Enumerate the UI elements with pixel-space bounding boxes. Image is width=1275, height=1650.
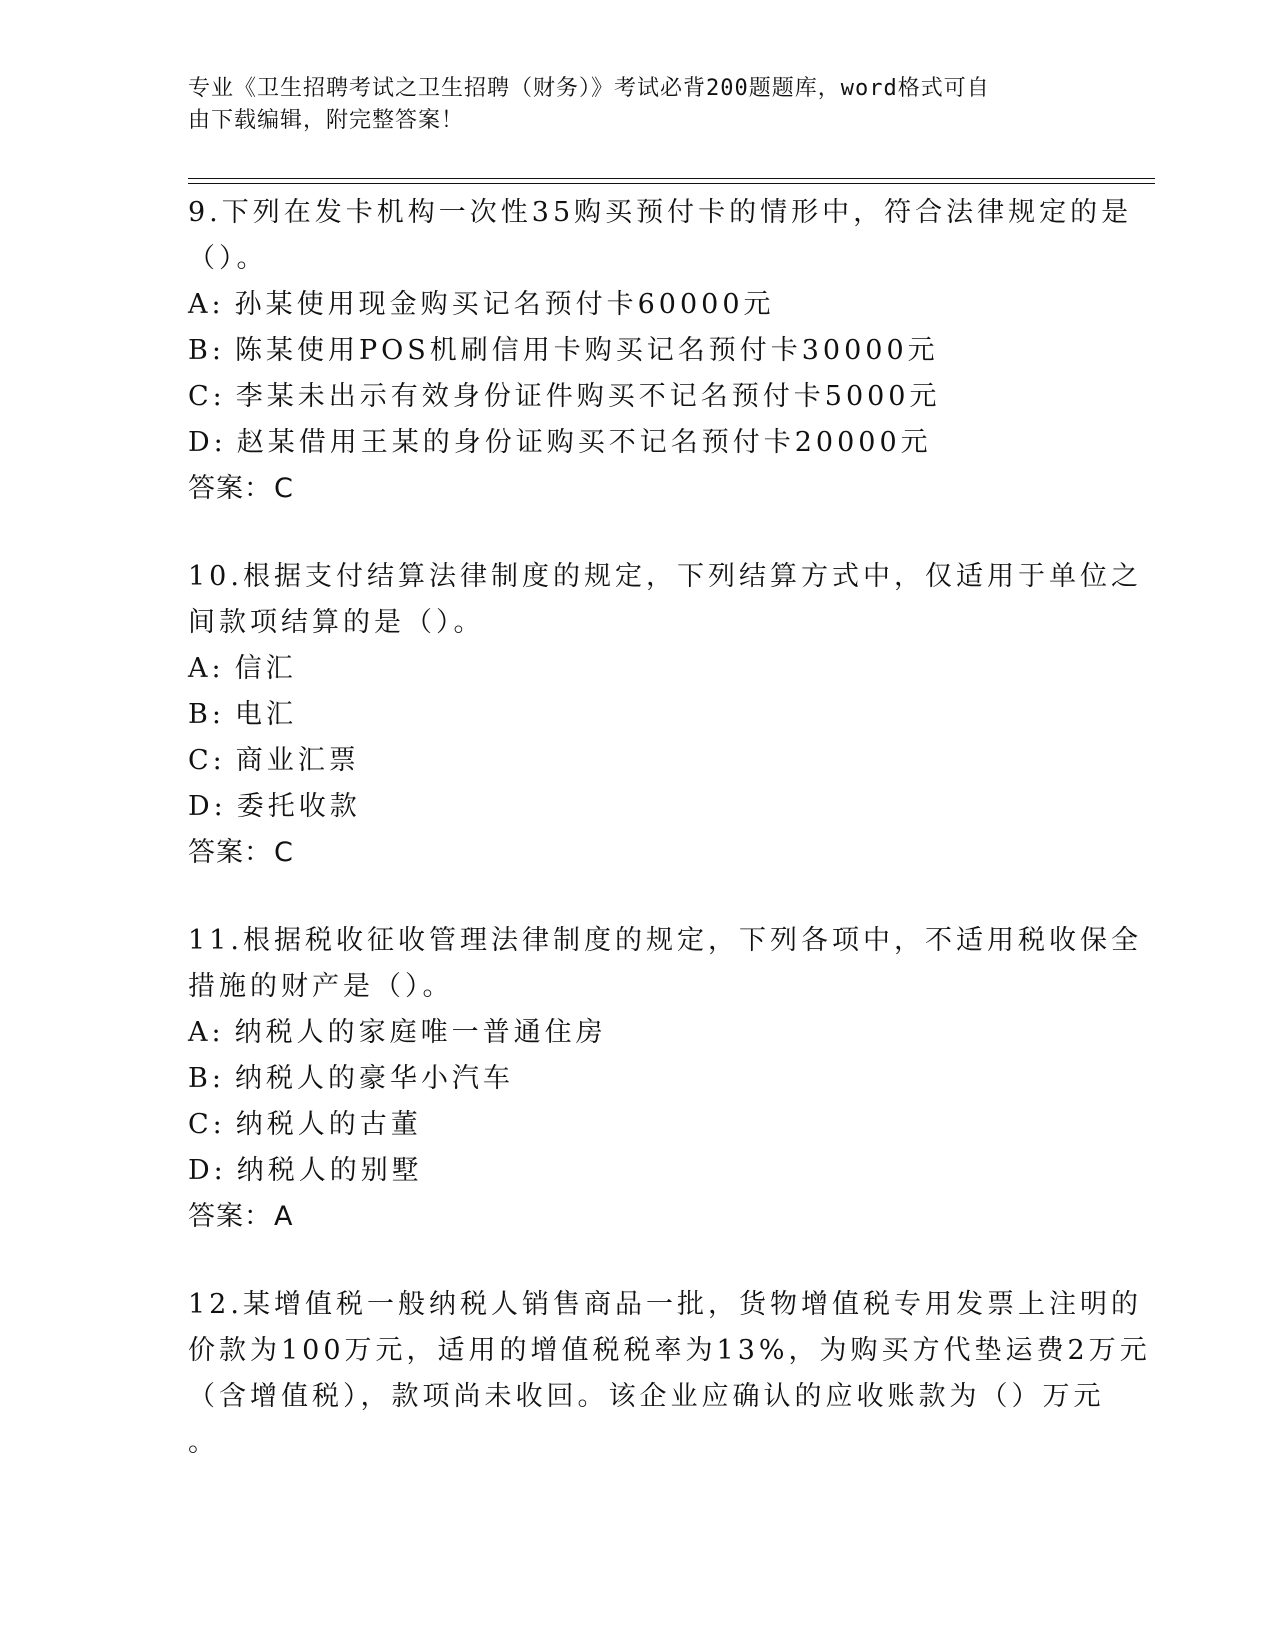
question-stem-line: 。 xyxy=(188,1427,219,1458)
header-title-line-2: 由下载编辑，附完整答案！ xyxy=(188,108,465,133)
answer-label: 答案： xyxy=(188,473,272,504)
question-10-option-c xyxy=(188,738,1088,784)
question-stem-line: （含增值税），款项尚未收回。该企业应确认的应收账款为（）万元 xyxy=(188,1381,1105,1412)
question-stem-line: 价款为100万元，适用的增值税税率为13%，为购买方代垫运费2万元 xyxy=(188,1335,1151,1366)
header-divider-bottom xyxy=(188,183,1155,184)
option-text: 电汇 xyxy=(234,699,297,730)
answer-label: 答案： xyxy=(188,1201,272,1232)
option-text: 陈某使用POS机刷信用卡购买记名预付卡30000元 xyxy=(234,335,939,366)
header-divider-top xyxy=(188,178,1155,179)
header-title-line-1: 专业《卫生招聘考试之卫生招聘（财务）》考试必背200题题库，word格式可自 xyxy=(188,76,990,101)
question-12 xyxy=(188,1282,1151,1466)
question-stem-line: 11.根据税收征收管理法律制度的规定，下列各项中，不适用税收保全 xyxy=(188,925,1142,956)
question-11-option-a xyxy=(188,1010,1088,1056)
option-text: 赵某借用王某的身份证购买不记名预付卡20000元 xyxy=(236,427,932,458)
question-11 xyxy=(188,918,1142,1240)
question-9-option-b xyxy=(188,328,1088,374)
question-9-stem xyxy=(188,190,1133,282)
question-9-option-c xyxy=(188,374,1088,420)
option-text: 李某未出示有效身份证件购买不记名预付卡5000元 xyxy=(235,381,941,412)
question-stem-line: （）。 xyxy=(188,243,268,274)
option-key: A: xyxy=(188,289,225,320)
question-9-answer xyxy=(188,466,1088,512)
question-stem-line: 10.根据支付结算法律制度的规定，下列结算方式中，仅适用于单位之 xyxy=(188,561,1142,592)
question-stem-line: 措施的财产是（）。 xyxy=(188,971,454,1002)
answer-value: A xyxy=(274,1201,294,1232)
question-12-stem xyxy=(188,1282,1151,1466)
question-stem-line: 9.下列在发卡机构一次性35购买预付卡的情形中，符合法律规定的是 xyxy=(188,197,1133,228)
answer-value: C xyxy=(274,473,294,504)
question-10-stem xyxy=(188,554,1142,646)
option-key: B: xyxy=(188,699,225,730)
option-text: 孙某使用现金购买记名预付卡60000元 xyxy=(234,289,775,320)
question-list xyxy=(188,190,1151,1508)
question-9-option-d xyxy=(188,420,1088,466)
option-key: B: xyxy=(188,1063,225,1094)
option-text: 委托收款 xyxy=(236,791,361,822)
option-key: D: xyxy=(188,1155,227,1186)
option-key: D: xyxy=(188,427,227,458)
question-11-answer xyxy=(188,1194,1088,1240)
option-key: C: xyxy=(188,745,226,776)
question-10-option-b xyxy=(188,692,1088,738)
option-key: B: xyxy=(188,335,225,366)
question-11-stem xyxy=(188,918,1142,1010)
option-text: 商业汇票 xyxy=(235,745,360,776)
question-10 xyxy=(188,554,1142,876)
answer-label: 答案： xyxy=(188,837,272,868)
option-text: 纳税人的豪华小汽车 xyxy=(234,1063,514,1094)
option-text: 纳税人的别墅 xyxy=(236,1155,423,1186)
document-header xyxy=(188,73,1088,137)
question-9 xyxy=(188,190,1133,512)
option-key: A: xyxy=(188,1017,225,1048)
answer-value: C xyxy=(274,837,294,868)
question-stem-line: 12.某增值税一般纳税人销售商品一批，货物增值税专用发票上注明的 xyxy=(188,1289,1142,1320)
question-9-option-a xyxy=(188,282,1088,328)
option-text: 纳税人的家庭唯一普通住房 xyxy=(234,1017,607,1048)
option-key: C: xyxy=(188,1109,226,1140)
question-11-option-d xyxy=(188,1148,1088,1194)
option-text: 纳税人的古董 xyxy=(235,1109,422,1140)
question-10-answer xyxy=(188,830,1088,876)
option-key: A: xyxy=(188,653,225,684)
question-11-option-c xyxy=(188,1102,1088,1148)
question-11-option-b xyxy=(188,1056,1088,1102)
option-key: D: xyxy=(188,791,227,822)
question-10-option-a xyxy=(188,646,1088,692)
question-10-option-d xyxy=(188,784,1088,830)
option-text: 信汇 xyxy=(234,653,297,684)
question-stem-line: 间款项结算的是（）。 xyxy=(188,607,485,638)
option-key: C: xyxy=(188,381,226,412)
